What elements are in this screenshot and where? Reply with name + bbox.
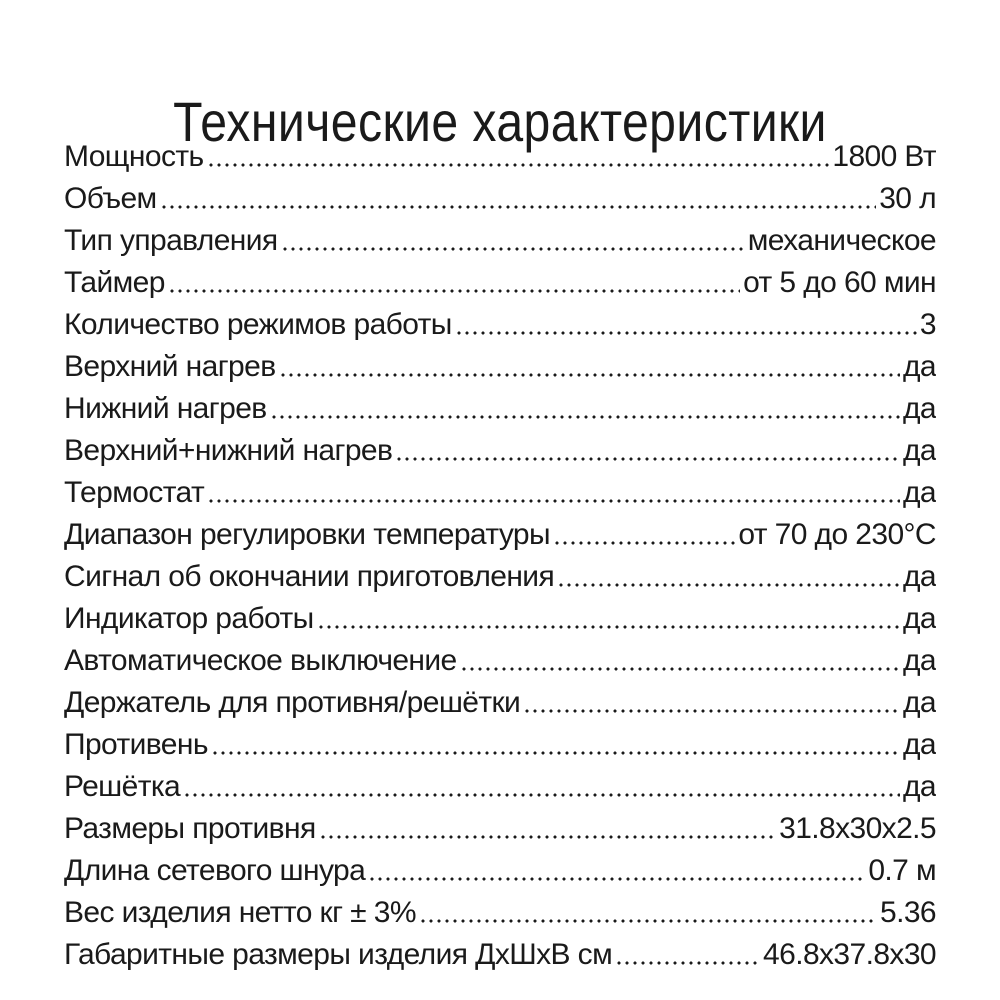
spec-row bbox=[64, 262, 936, 304]
dot-leader bbox=[368, 877, 865, 881]
spec-label: Диапазон регулировки температуры bbox=[64, 518, 550, 551]
spec-row bbox=[64, 682, 936, 724]
spec-row bbox=[64, 808, 936, 850]
spec-value: да bbox=[903, 434, 936, 467]
spec-row bbox=[64, 724, 936, 766]
spec-value: 5.36 bbox=[880, 896, 936, 929]
dot-leader bbox=[211, 751, 900, 755]
spec-value: да bbox=[903, 644, 936, 677]
spec-row bbox=[64, 346, 936, 388]
dot-leader bbox=[183, 793, 900, 797]
dot-leader bbox=[419, 919, 877, 923]
dot-leader bbox=[317, 625, 900, 629]
spec-label: Габаритные размеры изделия ДхШхВ см bbox=[64, 938, 613, 971]
spec-value: 1800 Вт bbox=[832, 140, 936, 173]
spec-label: Вес изделия нетто кг ± 3% bbox=[64, 896, 416, 929]
spec-label: Верхний+нижний нагрев bbox=[64, 434, 393, 467]
dot-leader bbox=[168, 289, 740, 293]
spec-row bbox=[64, 388, 936, 430]
spec-label: Противень bbox=[64, 728, 208, 761]
dot-leader bbox=[557, 583, 900, 587]
spec-value: да bbox=[903, 728, 936, 761]
page-title: Технические характеристики bbox=[173, 89, 827, 153]
spec-value: механическое bbox=[747, 224, 936, 257]
spec-label: Верхний нагрев bbox=[64, 350, 276, 383]
spec-value: да bbox=[903, 770, 936, 803]
spec-label: Размеры противня bbox=[64, 812, 316, 845]
spec-row bbox=[64, 640, 936, 682]
dot-leader bbox=[319, 835, 777, 839]
spec-value: 0.7 м bbox=[868, 854, 936, 887]
spec-row bbox=[64, 178, 936, 220]
spec-label: Индикатор работы bbox=[64, 602, 314, 635]
spec-label: Держатель для противня/решётки bbox=[64, 686, 521, 719]
spec-value: да bbox=[903, 560, 936, 593]
spec-label: Мощность bbox=[64, 140, 204, 173]
spec-label: Автоматическое выключение bbox=[64, 644, 457, 677]
dot-leader bbox=[160, 205, 877, 209]
spec-list bbox=[64, 136, 936, 976]
spec-row bbox=[64, 850, 936, 892]
spec-label: Тип управления bbox=[64, 224, 278, 257]
dot-leader bbox=[281, 247, 745, 251]
dot-leader bbox=[395, 457, 900, 461]
spec-row bbox=[64, 934, 936, 976]
dot-leader bbox=[455, 331, 917, 335]
dot-leader bbox=[270, 415, 900, 419]
spec-value: да bbox=[903, 686, 936, 719]
spec-value: да bbox=[903, 602, 936, 635]
spec-label: Нижний нагрев bbox=[64, 392, 267, 425]
spec-value: 31.8х30х2.5 bbox=[779, 812, 936, 845]
spec-row bbox=[64, 136, 936, 178]
spec-row bbox=[64, 220, 936, 262]
spec-value: да bbox=[903, 392, 936, 425]
spec-label: Таймер bbox=[64, 266, 165, 299]
spec-value: 46.8х37.8х30 bbox=[763, 938, 936, 971]
dot-leader bbox=[553, 541, 735, 545]
spec-label: Сигнал об окончании приготовления bbox=[64, 560, 555, 593]
spec-row bbox=[64, 514, 936, 556]
dot-leader bbox=[523, 709, 900, 713]
spec-label: Термостат bbox=[64, 476, 205, 509]
dot-leader bbox=[207, 163, 830, 167]
spec-row bbox=[64, 598, 936, 640]
spec-value: от 70 до 230°С bbox=[738, 518, 936, 551]
spec-value: 30 л bbox=[879, 182, 936, 215]
spec-row bbox=[64, 766, 936, 808]
dot-leader bbox=[207, 499, 900, 503]
spec-row bbox=[64, 472, 936, 514]
dot-leader bbox=[279, 373, 900, 377]
spec-value: да bbox=[903, 350, 936, 383]
spec-row bbox=[64, 556, 936, 598]
dot-leader bbox=[615, 961, 760, 965]
spec-label: Объем bbox=[64, 182, 157, 215]
spec-value: да bbox=[903, 476, 936, 509]
spec-label: Количество режимов работы bbox=[64, 308, 452, 341]
spec-row bbox=[64, 892, 936, 934]
dot-leader bbox=[460, 667, 900, 671]
spec-label: Решётка bbox=[64, 770, 181, 803]
spec-row bbox=[64, 430, 936, 472]
spec-label: Длина сетевого шнура bbox=[64, 854, 366, 887]
spec-row bbox=[64, 304, 936, 346]
spec-value: 3 bbox=[919, 308, 936, 341]
spec-value: от 5 до 60 мин bbox=[743, 266, 936, 299]
